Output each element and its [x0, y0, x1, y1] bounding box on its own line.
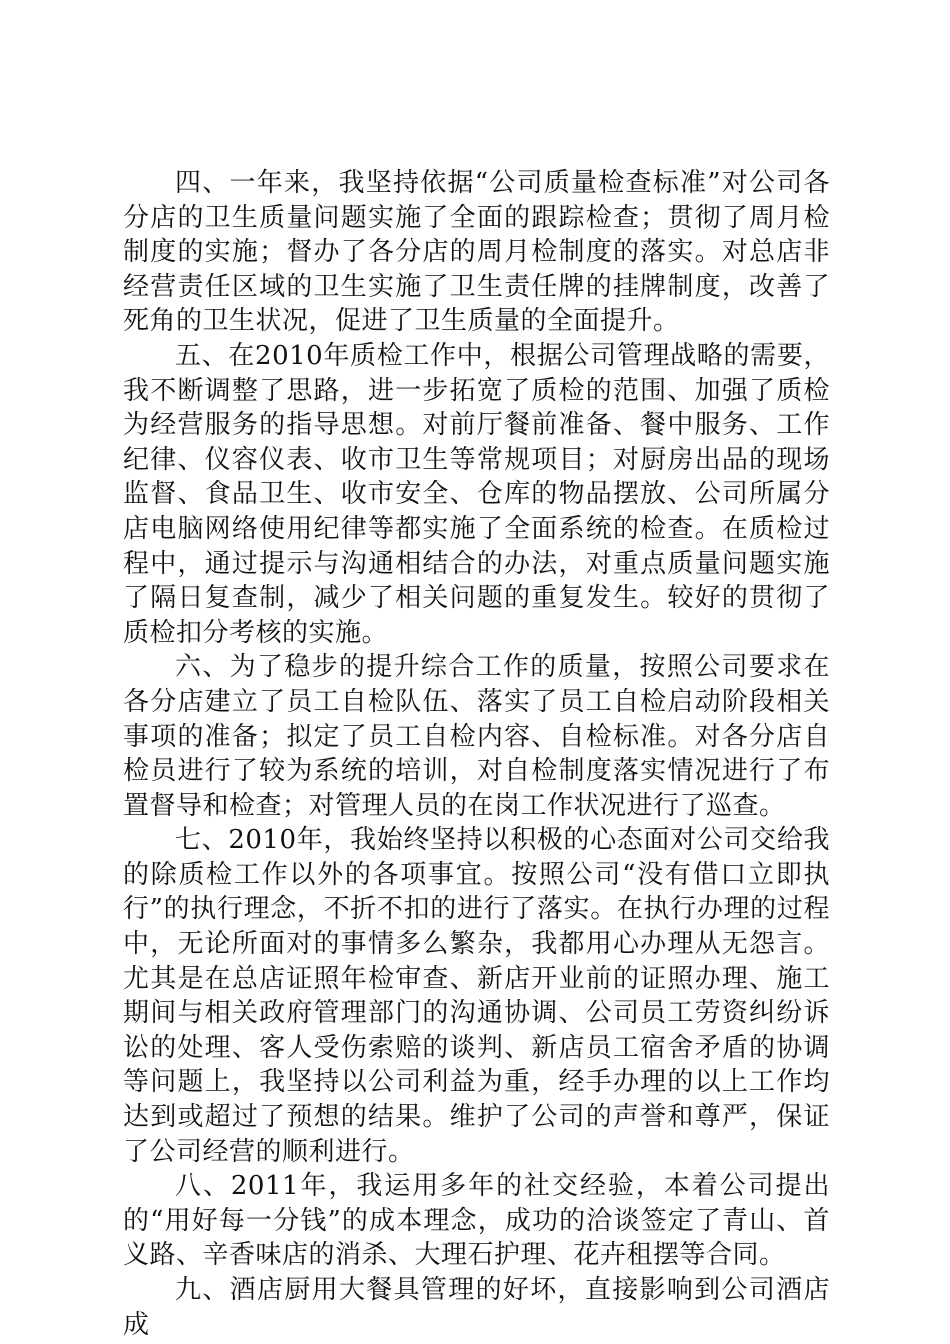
- paragraph-9: 九、酒店厨用大餐具管理的好坏，直接影响到公司酒店成: [123, 1275, 830, 1340]
- paragraph-7: 七、2010年，我始终坚持以积极的心态面对公司交给我的除质检工作以外的各项事宜。按照公司“没有借口立即执行”的执行理念，不折不扣的进行了落实。在执行办理的过程中，无论所面对的事情多么繁杂，我都用心办理从无怨言。尤其是在总店证照年检审查、新店开业前的证照办理、施工期间与相关政府管理部门的沟通协调、公司员工劳资纠纷诉讼的处理、客人受伤索赔的谈判、新店员工宿舍矛盾的协调等问题上，我坚持以公司利益为重，经手办理的以上工作均达到或超过了预想的结果。维护了公司的声誉和尊严，保证了公司经营的顺利进行。: [123, 825, 830, 1167]
- paragraph-8: 八、2011年，我运用多年的社交经验，本着公司提出的“用好每一分钱”的成本理念，成功的洽谈签定了青山、首义路、辛香味店的消杀、大理石护理、花卉租摆等合同。: [123, 1171, 830, 1271]
- paragraph-5: 五、在2010年质检工作中，根据公司管理战略的需要，我不断调整了思路，进一步拓宽了质检的范围、加强了质检为经营服务的指导思想。对前厅餐前准备、餐中服务、工作纪律、仪容仪表、收市卫生等常规项目；对厨房出品的现场监督、食品卫生、收市安全、仓库的物品摆放、公司所属分店电脑网络使用纪律等都实施了全面系统的检查。在质检过程中，通过提示与沟通相结合的办法，对重点质量问题实施了隔日复查制，减少了相关问题的重复发生。较好的贯彻了质检扣分考核的实施。: [123, 340, 830, 648]
- document-body: [123, 166, 830, 1342]
- paragraph-4: 四、一年来，我坚持依据“公司质量检查标准”对公司各分店的卫生质量问题实施了全面的跟踪检查；贯彻了周月检制度的实施；督办了各分店的周月检制度的落实。对总店非经营责任区域的卫生实施了卫生责任牌的挂牌制度，改善了死角的卫生状况，促进了卫生质量的全面提升。: [123, 168, 830, 337]
- paragraph-6: 六、为了稳步的提升综合工作的质量，按照公司要求在各分店建立了员工自检队伍、落实了员工自检启动阶段相关事项的准备；拟定了员工自检内容、自检标准。对各分店自检员进行了较为系统的培训，对自检制度落实情况进行了布置督导和检查；对管理人员的在岗工作状况进行了巡查。: [123, 652, 830, 821]
